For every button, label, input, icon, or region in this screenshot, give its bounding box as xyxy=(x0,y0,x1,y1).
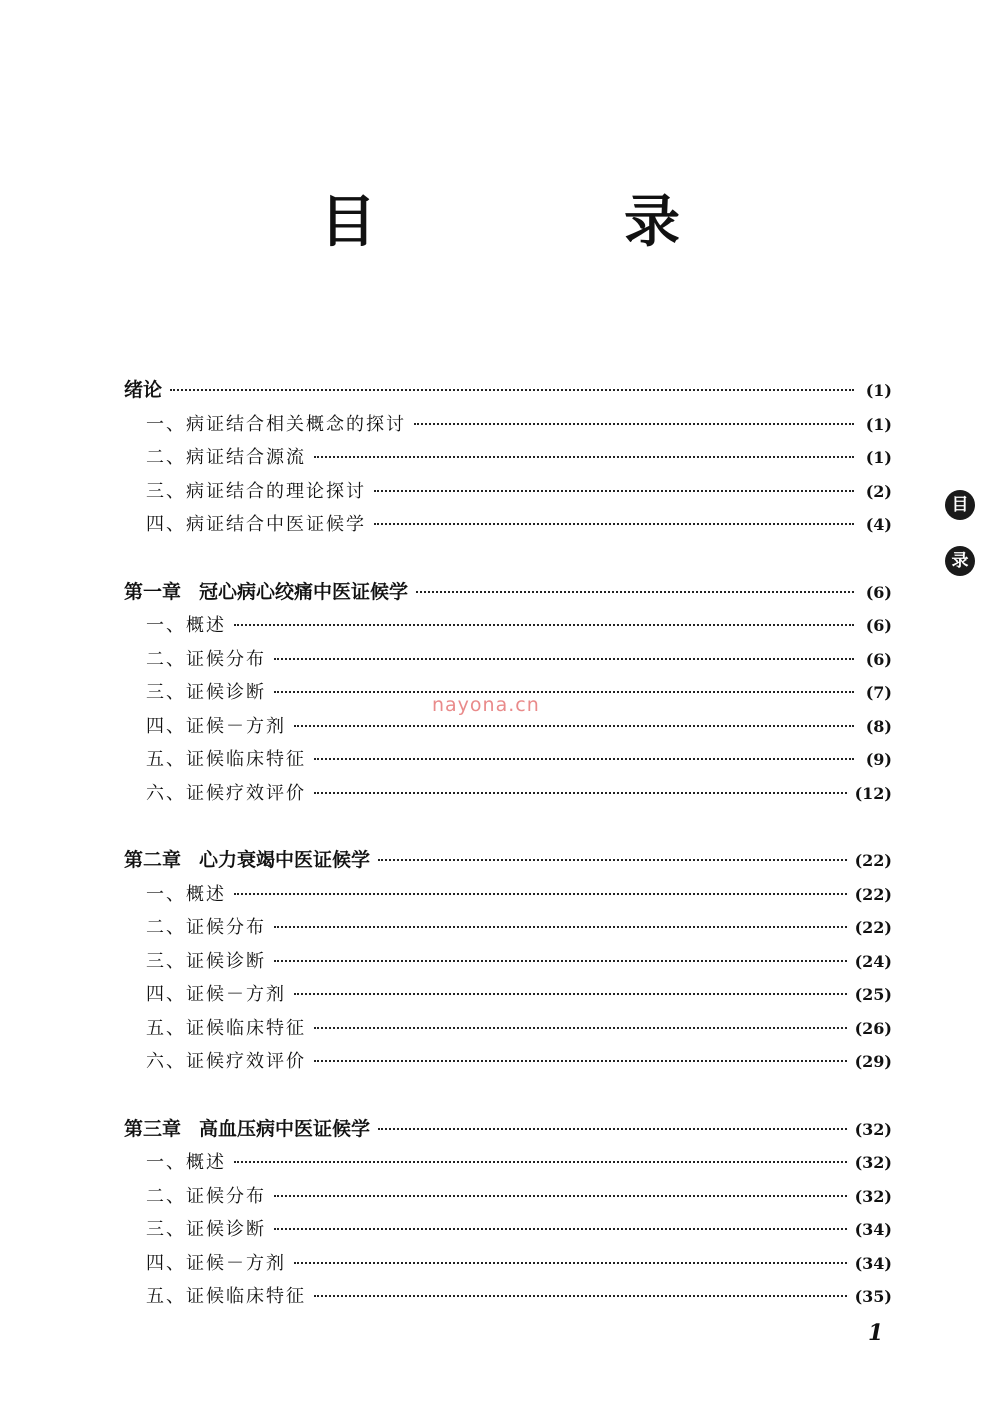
page-ref: (12) xyxy=(854,783,892,803)
toc-chapter-heading[interactable] xyxy=(124,1113,892,1147)
toc-entry[interactable] xyxy=(124,878,892,912)
dot-leader xyxy=(378,1128,847,1130)
chapter-title xyxy=(124,374,162,408)
page-ref: (32) xyxy=(854,1153,892,1172)
entry-title: 一、概述 xyxy=(146,1152,226,1173)
page-ref: (22) xyxy=(854,851,892,870)
toc-entry[interactable] xyxy=(124,1012,892,1046)
dot-leader xyxy=(274,658,854,660)
toc-section xyxy=(124,576,892,811)
entry-title: 一、概述 xyxy=(146,615,226,636)
toc-entry[interactable] xyxy=(124,1045,892,1079)
page-ref: (9) xyxy=(865,750,892,769)
dot-leader xyxy=(294,1262,847,1264)
chapter-name: 心力衰竭中医证候学 xyxy=(199,849,371,871)
toc-entry[interactable] xyxy=(124,777,892,811)
side-tab-mu: 目 xyxy=(945,490,975,520)
dot-leader xyxy=(234,624,854,626)
page-number: 1 xyxy=(868,1320,884,1346)
page-ref: (26) xyxy=(854,1018,892,1038)
page-ref: (6) xyxy=(865,616,892,635)
dot-leader xyxy=(294,993,847,995)
entry-title: 三、证候诊断 xyxy=(146,682,266,703)
page-ref: (29) xyxy=(854,1052,892,1071)
toc-entry[interactable] xyxy=(124,408,892,442)
page-ref: (8) xyxy=(865,716,892,736)
chapter-number: 第三章 xyxy=(124,1117,182,1140)
entry-title: 二、证候分布 xyxy=(146,917,266,938)
dot-leader xyxy=(314,1060,847,1062)
chapter-name: 绪论 xyxy=(124,379,163,401)
toc-entry[interactable] xyxy=(124,710,892,744)
page-ref: (24) xyxy=(854,951,892,971)
entry-title: 二、证候分布 xyxy=(146,1185,266,1207)
chapter-name: 冠心病心绞痛中医证候学 xyxy=(199,580,409,603)
side-tab-lu: 录 xyxy=(945,546,975,576)
chapter-number: 第一章 xyxy=(124,580,182,603)
toc-entry[interactable] xyxy=(124,508,892,542)
dot-leader xyxy=(294,725,854,727)
toc-section xyxy=(124,844,892,1079)
dot-leader xyxy=(274,1195,847,1197)
entry-title: 五、证候临床特征 xyxy=(146,1286,306,1307)
dot-leader xyxy=(274,1228,847,1230)
page-ref: (35) xyxy=(854,1287,892,1306)
toc-entry[interactable] xyxy=(124,1213,892,1247)
toc-entry[interactable] xyxy=(124,978,892,1012)
toc-entry[interactable] xyxy=(124,1247,892,1281)
entry-title: 二、证候分布 xyxy=(146,648,266,670)
page-ref: (25) xyxy=(854,985,892,1004)
page-ref: (1) xyxy=(865,414,892,434)
dot-leader xyxy=(374,523,854,525)
entry-title: 四、证候－方剂 xyxy=(146,1252,286,1274)
page-ref: (32) xyxy=(854,1186,892,1206)
toc-chapter-heading[interactable] xyxy=(124,844,892,878)
page-ref: (1) xyxy=(865,448,892,467)
toc-section xyxy=(124,1113,892,1314)
entry-title: 三、证候诊断 xyxy=(146,950,266,972)
entry-title: 三、病证结合的理论探讨 xyxy=(146,480,366,502)
entry-title: 一、病证结合相关概念的探讨 xyxy=(146,413,406,435)
toc-chapter-heading[interactable] xyxy=(124,374,892,408)
entry-title: 四、病证结合中医证候学 xyxy=(146,514,366,535)
page-ref: (6) xyxy=(865,649,892,669)
chapter-title xyxy=(124,1113,370,1147)
dot-leader xyxy=(274,960,847,962)
toc-entry[interactable] xyxy=(124,1280,892,1314)
dot-leader xyxy=(314,758,854,760)
entry-title: 五、证候临床特征 xyxy=(146,749,306,770)
entry-title: 三、证候诊断 xyxy=(146,1219,266,1240)
dot-leader xyxy=(234,893,847,895)
toc-entry[interactable] xyxy=(124,643,892,677)
chapter-title xyxy=(124,844,370,878)
toc-entry[interactable] xyxy=(124,676,892,710)
toc-entry[interactable] xyxy=(124,1180,892,1214)
dot-leader xyxy=(234,1161,847,1163)
dot-leader xyxy=(374,490,854,492)
watermark: nayona.cn xyxy=(432,694,540,716)
toc-entry[interactable] xyxy=(124,945,892,979)
chapter-title xyxy=(124,576,408,610)
toc-section xyxy=(124,374,892,542)
toc-entry[interactable] xyxy=(124,609,892,643)
page-ref: (34) xyxy=(854,1253,892,1273)
chapter-name: 高血压病中医证候学 xyxy=(199,1117,371,1140)
dot-leader xyxy=(416,591,854,593)
dot-leader xyxy=(274,926,847,928)
page-ref: (22) xyxy=(854,918,892,937)
dot-leader xyxy=(170,389,854,391)
entry-title: 二、病证结合源流 xyxy=(146,447,306,468)
dot-leader xyxy=(314,456,854,458)
page-ref: (2) xyxy=(865,481,892,501)
entry-title: 四、证候－方剂 xyxy=(146,984,286,1005)
toc-chapter-heading[interactable] xyxy=(124,576,892,610)
dot-leader xyxy=(274,691,854,693)
toc-entry[interactable] xyxy=(124,911,892,945)
page-ref: (6) xyxy=(865,582,892,602)
entry-title: 四、证候－方剂 xyxy=(146,715,286,737)
dot-leader xyxy=(378,859,847,861)
toc-entry[interactable] xyxy=(124,743,892,777)
page-ref: (4) xyxy=(865,515,892,534)
page-ref: (7) xyxy=(865,683,892,702)
toc-entry[interactable] xyxy=(124,441,892,475)
entry-title: 六、证候疗效评价 xyxy=(146,782,306,804)
entry-title: 六、证候疗效评价 xyxy=(146,1051,306,1072)
dot-leader xyxy=(314,1027,847,1029)
page-ref: (34) xyxy=(854,1220,892,1239)
page-ref: (1) xyxy=(865,381,892,400)
entry-title: 五、证候临床特征 xyxy=(146,1017,306,1039)
entry-title: 一、概述 xyxy=(146,883,226,905)
dot-leader xyxy=(314,1295,847,1297)
dot-leader xyxy=(314,792,847,794)
toc-entry[interactable] xyxy=(124,475,892,509)
page-title: 目 录 xyxy=(320,189,776,255)
page-ref: (22) xyxy=(854,884,892,904)
toc-entry[interactable] xyxy=(124,1146,892,1180)
table-of-contents xyxy=(124,374,892,1348)
dot-leader xyxy=(414,423,854,425)
chapter-number: 第二章 xyxy=(124,849,182,871)
page-ref: (32) xyxy=(854,1119,892,1139)
